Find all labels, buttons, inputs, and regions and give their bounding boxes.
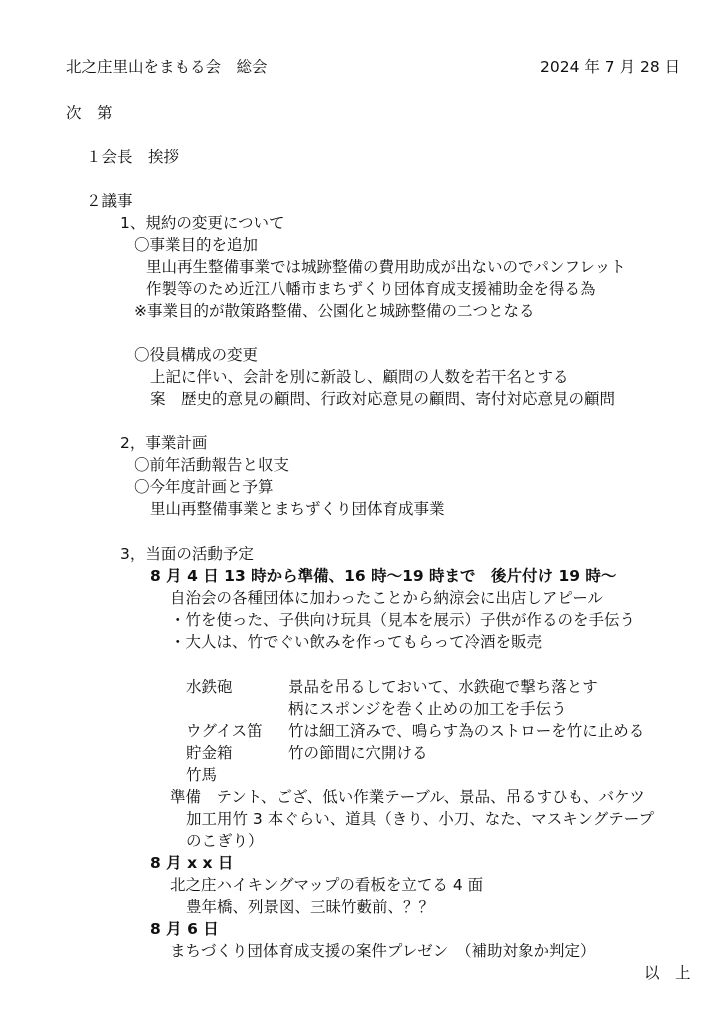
toy-name: 水鉄砲 [186,678,233,696]
item1-sub1-heading: 〇事業目的を追加 [134,236,259,254]
item1-heading: 1、規約の変更について [120,214,285,232]
toy-description: 景品を吊るしておいて、水鉄砲で撃ち落とす [288,678,598,696]
toy-description-cont: 柄にスポンジを巻く止めの加工を手伝う [288,700,567,718]
toy-name: 竹馬 [186,766,218,784]
preparation-line-3: のこぎり） [186,832,264,850]
preparation-line-2: 加工用竹 3 本ぐらい、道具（きり、小刀、なた、マスキングテープ [186,810,654,828]
item1-sub2-heading: 〇役員構成の変更 [134,346,259,364]
toy-description: 竹は細工済みで、鳴らす為のストローを竹に止める [288,722,645,740]
event2-date: 8 月 x x 日 [150,854,234,872]
greeting-item: １会長 挨拶 [86,148,180,166]
preparation-line-1: 準備 テント、ござ、低い作業テーブル、景品、吊るすひも、バケツ [170,788,645,806]
event2-places: 豊年橋、列景図、三昧竹藪前、？？ [186,898,435,916]
toy-description: 竹の節間に穴開ける [288,744,428,762]
agenda-heading: 次 第 [66,104,113,122]
document-title: 北之庄里山をまもる会 総会 [66,58,268,76]
item2-line2: 〇今年度計画と予算 [134,478,274,496]
event1-description: 自治会の各種団体に加わったことから納涼会に出店しアピール [170,589,603,607]
item1-sub2-line2: 案 歴史的意見の顧問、行政対応意見の顧問、寄付対応意見の顧問 [150,390,616,408]
document-date: 2024 年 7 月 28 日 [540,58,681,76]
event3-description: まちづくり団体育成支援の案件プレゼン （補助対象か判定） [170,942,596,960]
item1-sub1-note: ※事業目的が散策路整備、公園化と城跡整備の二つとなる [134,302,535,320]
event1-date: 8 月 4 日 13 時から準備、16 時～19 時まで 後片付け 19 時～ [150,567,617,585]
item3-heading: 3，当面の活動予定 [120,545,254,563]
event3-date: 8 月 6 日 [150,920,219,938]
discussion-heading: ２議事 [86,192,133,210]
event2-description: 北之庄ハイキングマップの看板を立てる 4 面 [170,876,484,894]
toy-name: ウグイス笛 [186,722,263,740]
event1-bullet-2: ・大人は、竹でぐい飲みを作ってもらって冷酒を販売 [170,633,543,651]
item2-line1: 〇前年活動報告と収支 [134,456,290,474]
item2-heading: 2，事業計画 [120,434,208,452]
item1-sub1-line2: 作製等のため近江八幡市まちずくり団体育成支援補助金を得る為 [146,280,596,298]
item1-sub1-line1: 里山再生整備事業では城跡整備の費用助成が出ないのでパンフレット [146,258,626,276]
item2-line3: 里山再整備事業とまちずくり団体育成事業 [150,500,445,518]
closing-mark: 以 上 [644,964,691,982]
event1-bullet-1: ・竹を使った、子供向け玩具（見本を展示）子供が作るのを手伝う [170,611,636,629]
item1-sub2-line1: 上記に伴い、会計を別に新設し、顧問の人数を若干名とする [150,368,569,386]
toy-name: 貯金箱 [186,744,233,762]
